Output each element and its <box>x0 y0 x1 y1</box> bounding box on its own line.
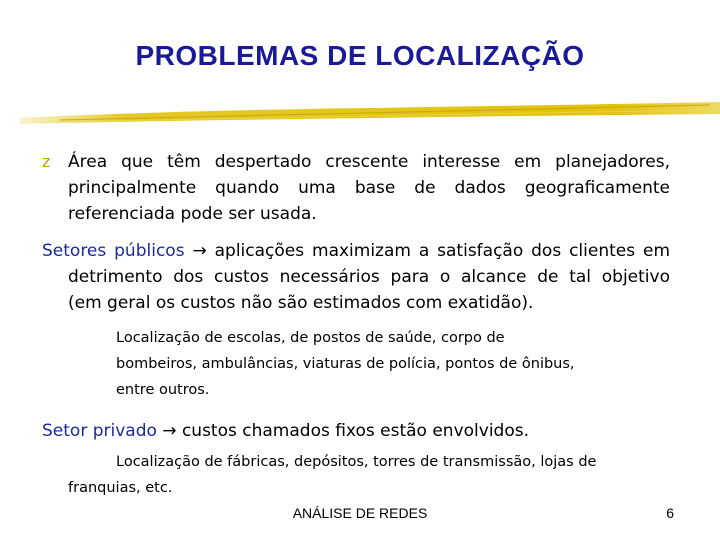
private-examples <box>68 449 668 501</box>
public-sector-label: Setores públicos <box>42 241 185 261</box>
public-sector-line-2: detrimento dos custos necessários para o alcance de tal objetivo <box>68 267 670 287</box>
public-examples-line-3: entre outros. <box>116 382 210 398</box>
public-sector-line-1 <box>42 238 670 264</box>
z-bullet-icon: z <box>42 152 51 171</box>
decorative-brush-rule <box>20 96 720 132</box>
intro-line-1: Área que têm despertado crescente interesse em planejadores, <box>68 152 670 172</box>
intro-line-3: referenciada pode ser usada. <box>68 204 317 224</box>
footer-text: ANÁLISE DE REDES <box>292 505 428 521</box>
private-sector-text: custos chamados fixos estão envolvidos. <box>181 421 529 441</box>
right-arrow-icon: → <box>192 241 207 261</box>
intro-line-2: principalmente quando uma base de dados geograficamente <box>68 178 670 198</box>
right-arrow-icon: → <box>162 421 177 441</box>
public-examples-line-1: Localização de escolas, de postos de saúde, corpo de <box>116 330 505 346</box>
private-sector-label: Setor privado <box>42 421 157 441</box>
public-sector-text-1: aplicações maximizam a satisfação dos clientes em <box>214 241 671 261</box>
page-number: 6 <box>666 505 674 521</box>
slide-title: PROBLEMAS DE LOCALIZAÇÃO <box>135 40 585 71</box>
public-examples <box>116 325 656 403</box>
private-examples-line-2: franquias, etc. <box>68 480 173 496</box>
public-sector-line-3: (em geral os custos não são estimados com exatidão). <box>68 293 534 313</box>
private-sector-paragraph <box>42 418 662 444</box>
public-sector-paragraph <box>42 238 670 316</box>
intro-paragraph <box>42 149 670 227</box>
public-examples-line-2: bombeiros, ambulâncias, viaturas de polícia, pontos de ônibus, <box>116 356 575 372</box>
private-examples-line-1: Localização de fábricas, depósitos, torres de transmissão, lojas de <box>116 454 597 470</box>
